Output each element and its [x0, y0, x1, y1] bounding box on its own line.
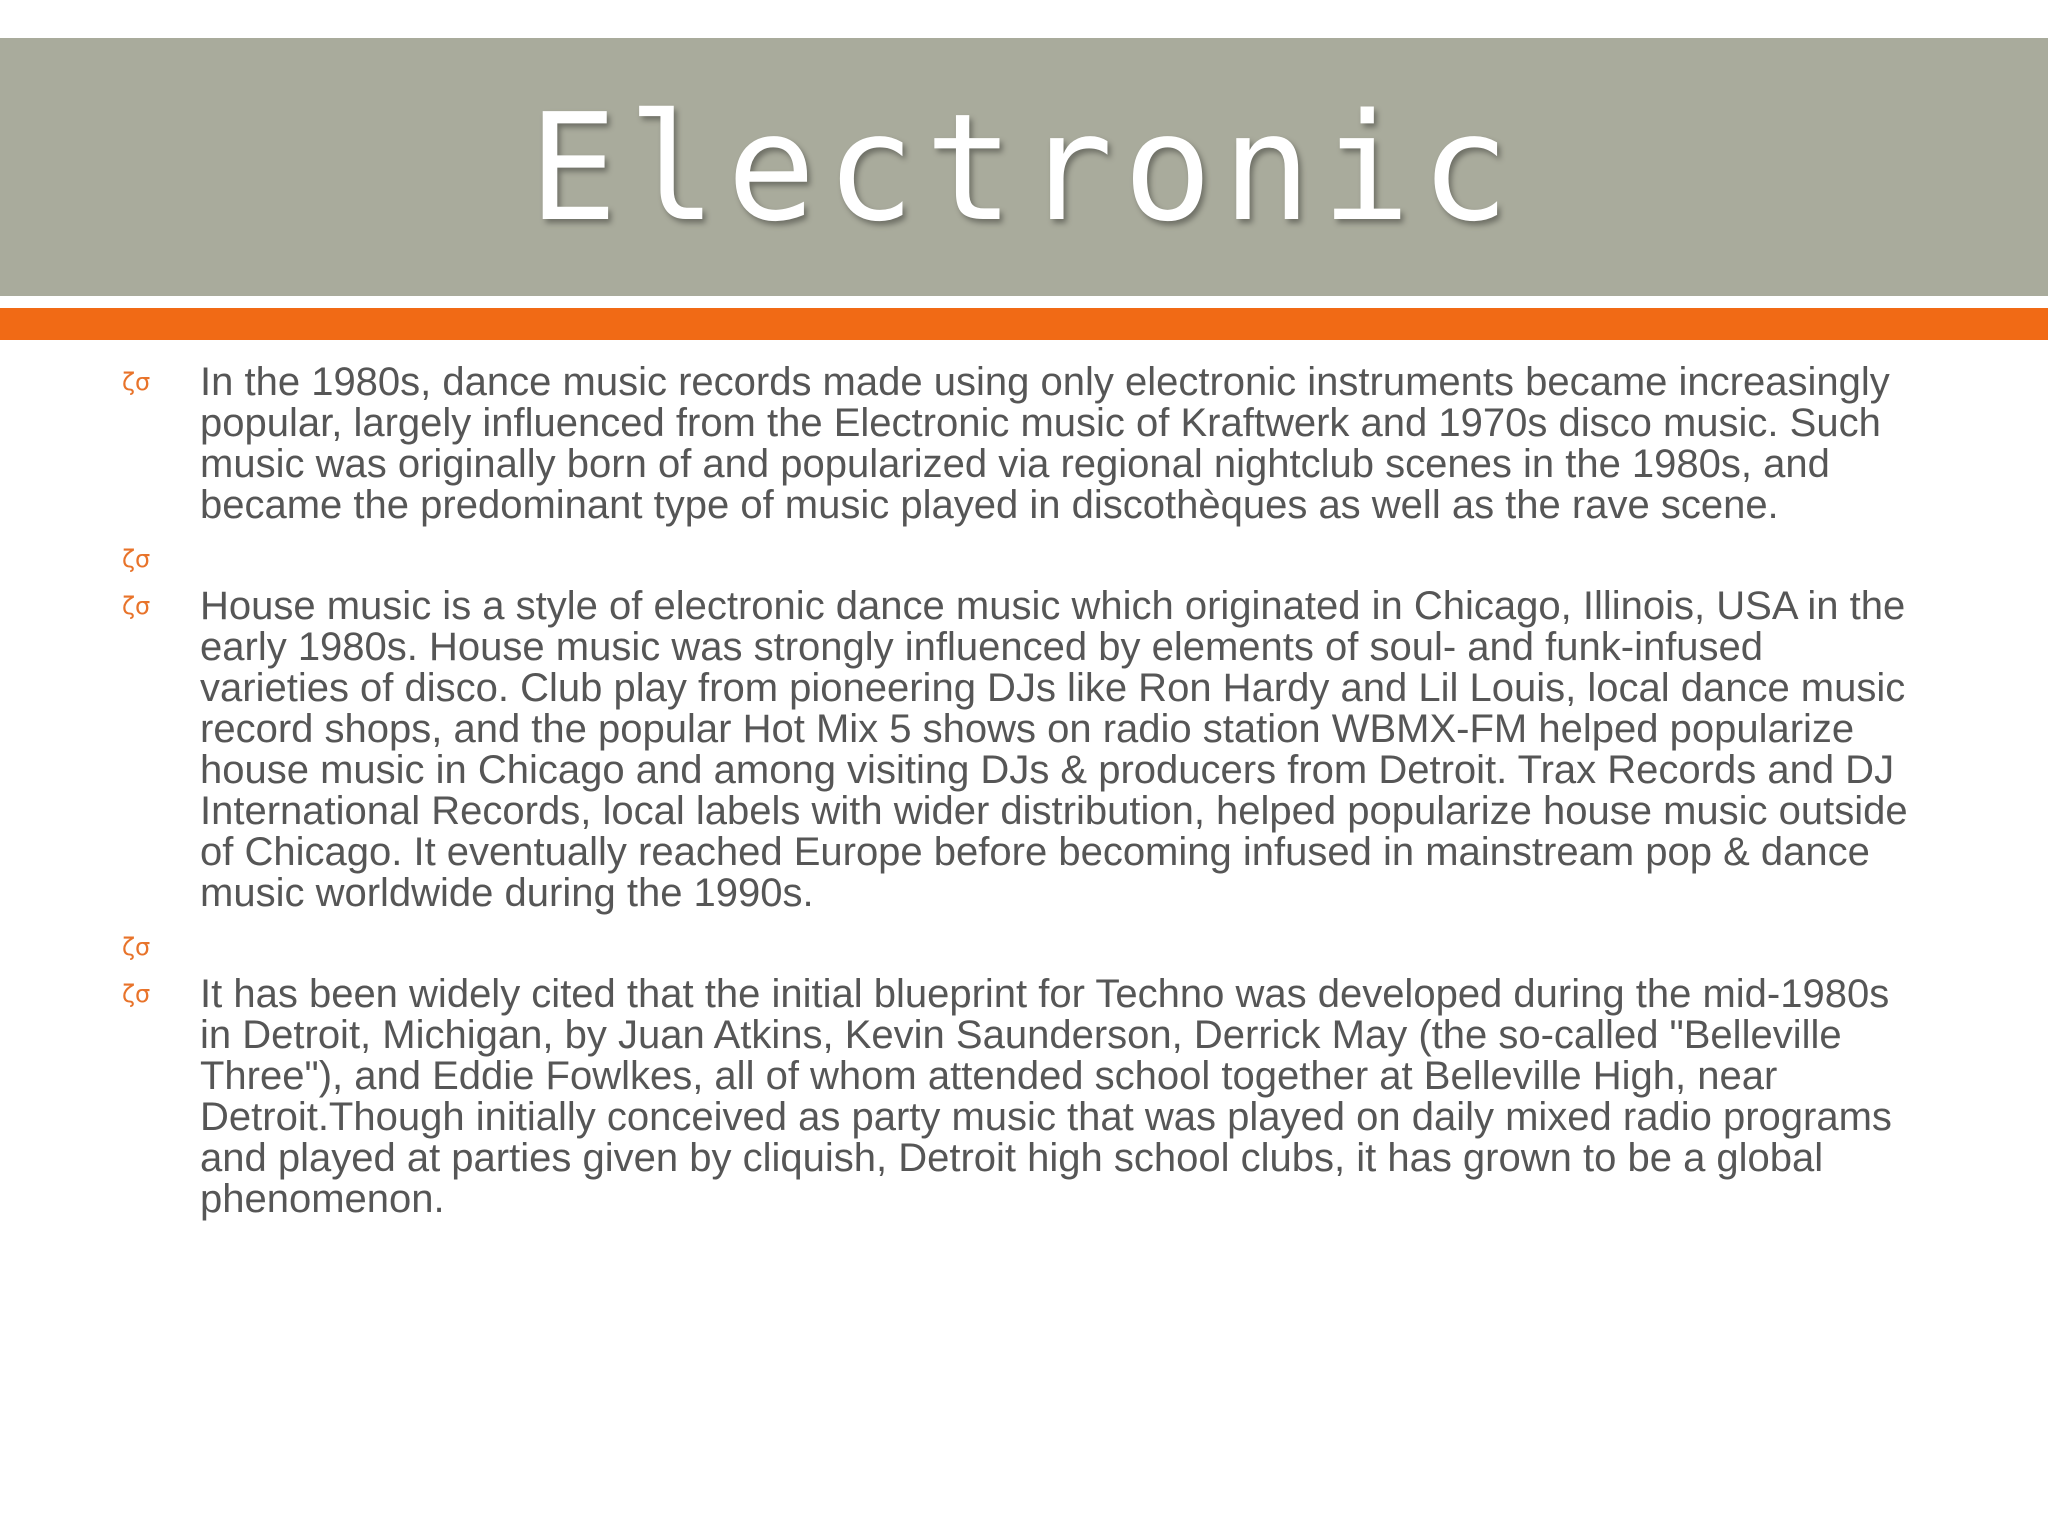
bullet-text: It has been widely cited that the initial blueprint for Techno was developed during the mid-1980s in Detroit, Michigan, by Juan Atkins, Kevin Saunderson, Derrick May (the so-called "Belleville Three"), and Eddie Fowlkes, all of whom attended school together at Belleville High, near Detroit.Though initially conceived as party music that was played on daily mixed radio programs and played at parties given by cliquish, Detroit high school clubs, it has grown to be a global phenomenon.	[200, 972, 1892, 1221]
slide-title: Electronic	[528, 82, 1520, 254]
bullet-icon: ζσ	[122, 980, 151, 1008]
bullet-icon: ζσ	[122, 368, 151, 396]
bullet-text: House music is a style of electronic dance music which originated in Chicago, Illinois, USA in the early 1980s. House music was strongly influenced by elements of soul- and funk-infused varieties of disco. Club play from pioneering DJs like Ron Hardy and Lil Louis, local dance music record shops, and the popular Hot Mix 5 shows on radio station WBMX-FM helped popularize house music in Chicago and among visiting DJs & producers from Detroit. Trax Records and DJ International Records, local labels with wider distribution, helped popularize house music outside of Chicago. It eventually reached Europe before becoming infused in mainstream pop & dance music worldwide during the 1990s.	[200, 584, 1908, 915]
bullet-icon: ζσ	[122, 933, 151, 961]
bullet-item	[120, 974, 1920, 1220]
bullet-item	[120, 362, 1920, 526]
bullet-icon: ζσ	[122, 592, 151, 620]
bullet-item	[120, 586, 1920, 914]
body-content	[120, 362, 1920, 1220]
accent-divider	[0, 308, 2048, 340]
bullet-item-empty	[120, 924, 1920, 965]
bullet-text: In the 1980s, dance music records made using only electronic instruments became increasingly popular, largely influenced from the Electronic music of Kraftwerk and 1970s disco music. Such music was originally born of and popularized via regional nightclub scenes in the 1980s, and became the predominant type of music played in discothèques as well as the rave scene.	[200, 360, 1890, 527]
bullet-item-empty	[120, 536, 1920, 577]
bullet-icon: ζσ	[122, 545, 151, 573]
